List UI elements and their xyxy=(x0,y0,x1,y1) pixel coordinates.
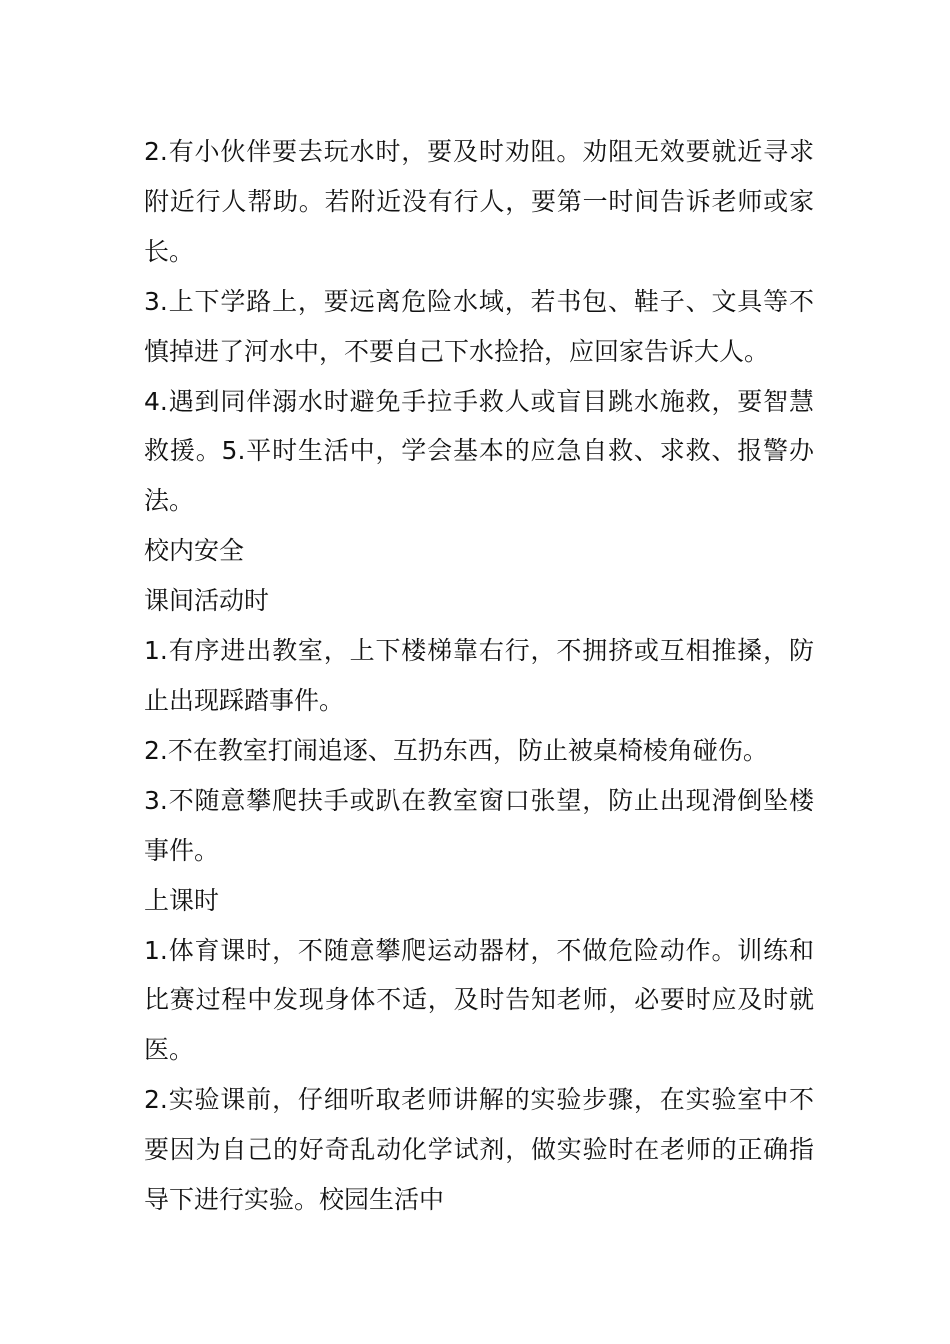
paragraph-drowning-item-4-5: 4.遇到同伴溺水时避免手拉手救人或盲目跳水施救，要智慧救援。5.平时生活中，学会基本的应急自救、求救、报警办法。 xyxy=(144,386,814,516)
paragraph-drowning-item-2: 2.有小伙伴要去玩水时，要及时劝阻。劝阻无效要就近寻求附近行人帮助。若附近没有行人，要第一时间告诉老师或家长。 xyxy=(144,137,814,266)
paragraph-recess-item-3: 3.不随意攀爬扶手或趴在教室窗口张望，防止出现滑倒坠楼事件。 xyxy=(144,785,814,865)
heading-recess-activities: 课间活动时 xyxy=(144,586,270,616)
heading-in-class: 上课时 xyxy=(144,885,220,915)
paragraph-class-item-2: 2.实验课前，仔细听取老师讲解的实验步骤，在实验室中不要因为自己的好奇乱动化学试剂，做实验时在老师的正确指导下进行实验。校园生活中 xyxy=(144,1085,814,1215)
heading-campus-safety: 校内安全 xyxy=(144,536,245,566)
paragraph-class-item-1: 1.体育课时，不随意攀爬运动器材，不做危险动作。训练和比赛过程中发现身体不适，及时告知老师，必要时应及时就医。 xyxy=(144,935,814,1065)
paragraph-drowning-item-3: 3.上下学路上，要远离危险水域，若书包、鞋子、文具等不慎掉进了河水中，不要自己下水捡拾，应回家告诉大人。 xyxy=(144,286,814,366)
paragraph-recess-item-2: 2.不在教室打闹追逐、互扔东西，防止被桌椅棱角碰伤。 xyxy=(144,735,768,765)
document-body xyxy=(144,127,814,1225)
paragraph-recess-item-1: 1.有序进出教室，上下楼梯靠右行，不拥挤或互相推搡，防止出现踩踏事件。 xyxy=(144,636,814,715)
